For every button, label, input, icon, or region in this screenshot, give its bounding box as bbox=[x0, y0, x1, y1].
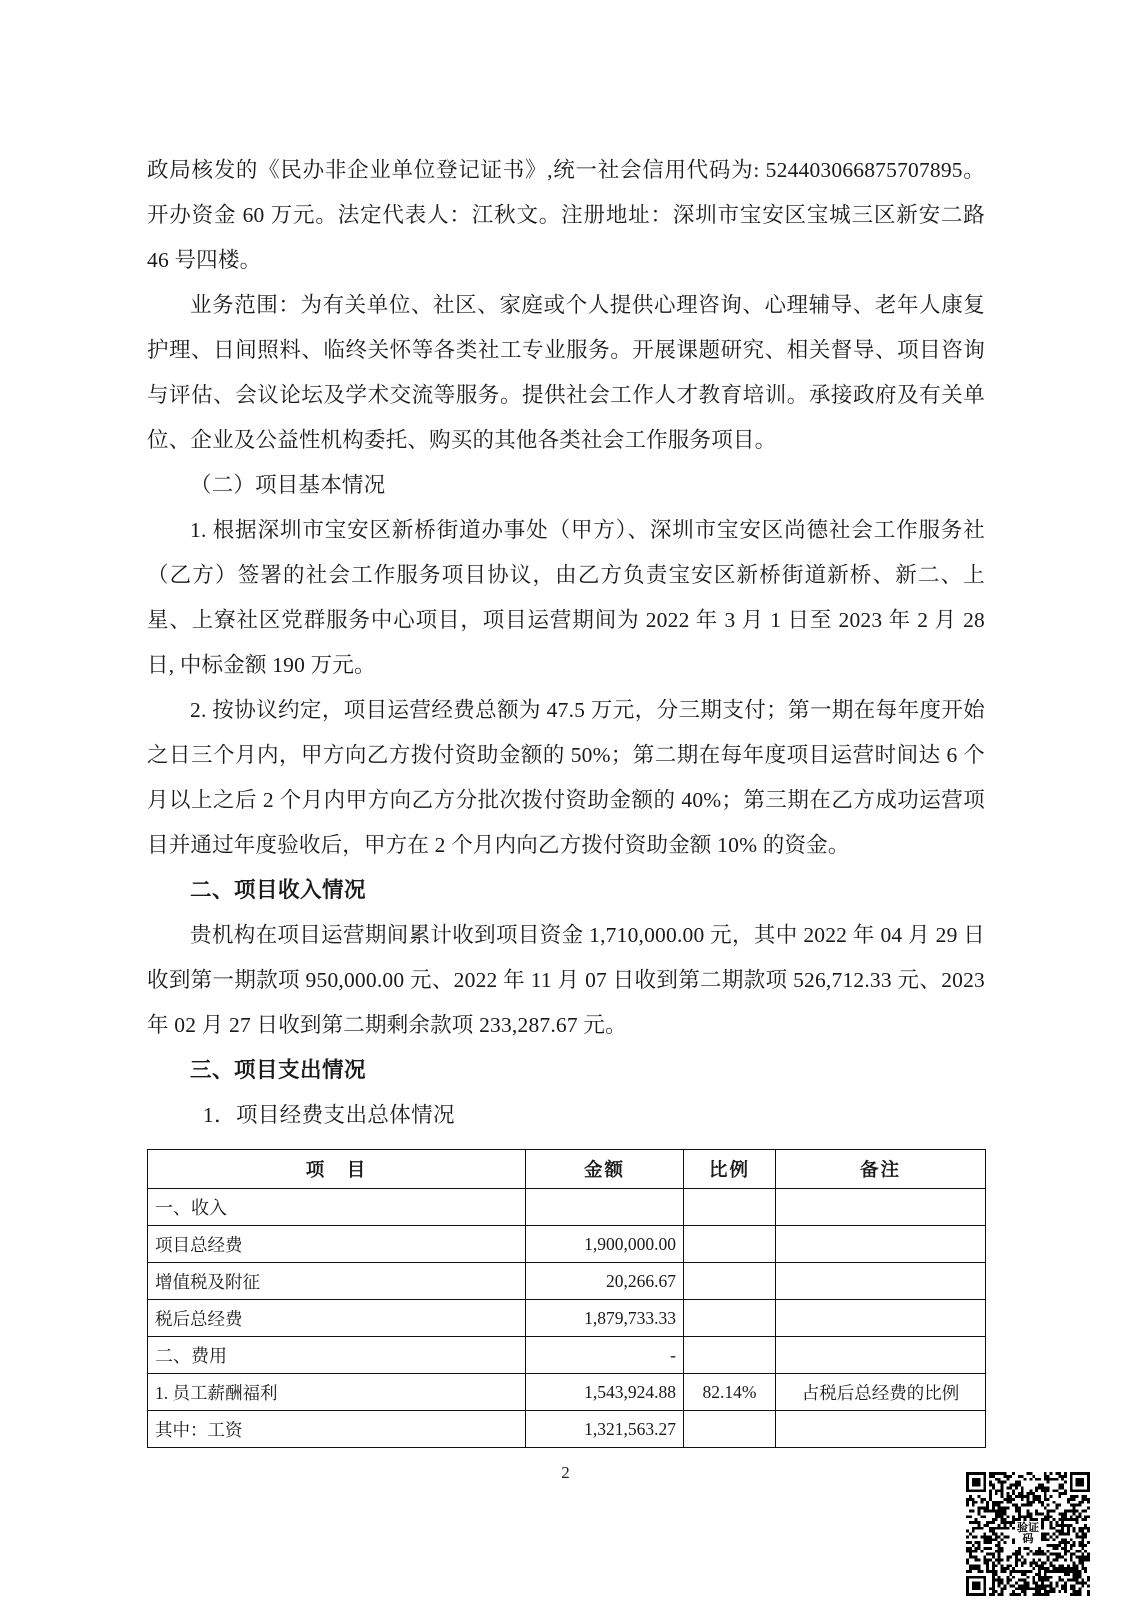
table-row bbox=[148, 1226, 986, 1263]
table-row bbox=[148, 1263, 986, 1300]
paragraph-registration: 政局核发的《民办非企业单位登记证书》,统一社会信用代码为: 524403066875707895。开办资金 60 万元。法定代表人：江秋文。注册地址：深圳市宝安区宝城三区新安二路 46 号四楼。 bbox=[147, 158, 985, 272]
column-header-note: 备注 bbox=[776, 1150, 986, 1189]
cell-item: 二、费用 bbox=[148, 1337, 526, 1374]
cell-ratio bbox=[684, 1189, 776, 1226]
cell-item: 1. 员工薪酬福利 bbox=[148, 1374, 526, 1411]
paragraph-section-2-title: （二）项目基本情况 bbox=[190, 473, 386, 497]
cell-item: 增值税及附征 bbox=[148, 1263, 526, 1300]
column-header-ratio: 比例 bbox=[684, 1150, 776, 1189]
cell-item: 其中：工资 bbox=[148, 1411, 526, 1448]
cell-note bbox=[776, 1226, 986, 1263]
cell-ratio bbox=[684, 1300, 776, 1337]
table-row bbox=[148, 1300, 986, 1337]
column-header-item: 项 目 bbox=[148, 1150, 526, 1189]
column-header-amount: 金额 bbox=[526, 1150, 684, 1189]
cell-amount: - bbox=[526, 1337, 684, 1374]
cell-note bbox=[776, 1263, 986, 1300]
cell-note bbox=[776, 1189, 986, 1226]
table-row bbox=[148, 1189, 986, 1226]
cell-item: 项目总经费 bbox=[148, 1226, 526, 1263]
document-body bbox=[147, 148, 985, 1448]
cell-item: 一、收入 bbox=[148, 1189, 526, 1226]
budget-table bbox=[147, 1149, 986, 1448]
cell-amount: 1,900,000.00 bbox=[526, 1226, 684, 1263]
table-row bbox=[148, 1337, 986, 1374]
cell-amount: 1,879,733.33 bbox=[526, 1300, 684, 1337]
cell-item: 税后总经费 bbox=[148, 1300, 526, 1337]
cell-ratio bbox=[684, 1337, 776, 1374]
cell-ratio bbox=[684, 1411, 776, 1448]
cell-note bbox=[776, 1300, 986, 1337]
table-body bbox=[148, 1189, 986, 1448]
cell-amount: 1,543,924.88 bbox=[526, 1374, 684, 1411]
cell-ratio bbox=[684, 1263, 776, 1300]
paragraph-business-scope: 业务范围：为有关单位、社区、家庭或个人提供心理咨询、心理辅导、老年人康复护理、日间照料、临终关怀等各类社工专业服务。开展课题研究、相关督导、项目咨询与评估、会议论坛及学术交流等服务。提供社会工作人才教育培训。承接政府及有关单位、企业及公益性机构委托、购买的其他各类社会工作服务项目。 bbox=[147, 293, 985, 452]
cell-note: 占税后总经费的比例 bbox=[776, 1374, 986, 1411]
cell-note bbox=[776, 1337, 986, 1374]
cell-amount: 1,321,563.27 bbox=[526, 1411, 684, 1448]
page-number: 2 bbox=[561, 1463, 570, 1482]
qr-center-label: 验证码 bbox=[1017, 1522, 1039, 1545]
table-row bbox=[148, 1374, 986, 1411]
heading-sub-one: 1．项目经费支出总体情况 bbox=[202, 1103, 455, 1127]
paragraph-income: 贵机构在项目运营期间累计收到项目资金 1,710,000.00 元，其中 2022 年 04 月 29 日收到第一期款项 950,000.00 元、2022 年 11 月 07 日收到第二期款项 526,712.33 元、2023 年 02 月 27 日收到第二期剩余款项 233,287.67 元。 bbox=[147, 923, 985, 1037]
verification-qr-code bbox=[966, 1472, 1090, 1596]
table-row bbox=[148, 1411, 986, 1448]
paragraph-item-2: 2. 按协议约定，项目运营经费总额为 47.5 万元，分三期支付；第一期在每年度开始之日三个月内，甲方向乙方拨付资助金额的 50%；第二期在每年度项目运营时间达 6 个月以上之后 2 个月内甲方向乙方分批次拨付资助金额的 40%；第三期在乙方成功运营项目并通过年度验收后，甲方在 2 个月内向乙方拨付资助金额 10% 的资金。 bbox=[147, 698, 985, 857]
cell-ratio bbox=[684, 1226, 776, 1263]
cell-amount bbox=[526, 1189, 684, 1226]
cell-ratio: 82.14% bbox=[684, 1374, 776, 1411]
table-header-row bbox=[148, 1150, 986, 1189]
cell-amount: 20,266.67 bbox=[526, 1263, 684, 1300]
cell-note bbox=[776, 1411, 986, 1448]
heading-section-three: 三、项目支出情况 bbox=[190, 1058, 367, 1082]
paragraph-item-1: 1. 根据深圳市宝安区新桥街道办事处（甲方）、深圳市宝安区尚德社会工作服务社（乙方）签署的社会工作服务项目协议，由乙方负责宝安区新桥街道新桥、新二、上星、上寮社区党群服务中心项目，项目运营期间为 2022 年 3 月 1 日至 2023 年 2 月 28 日, 中标金额 190 万元。 bbox=[147, 518, 985, 677]
heading-section-two: 二、项目收入情况 bbox=[190, 878, 367, 902]
